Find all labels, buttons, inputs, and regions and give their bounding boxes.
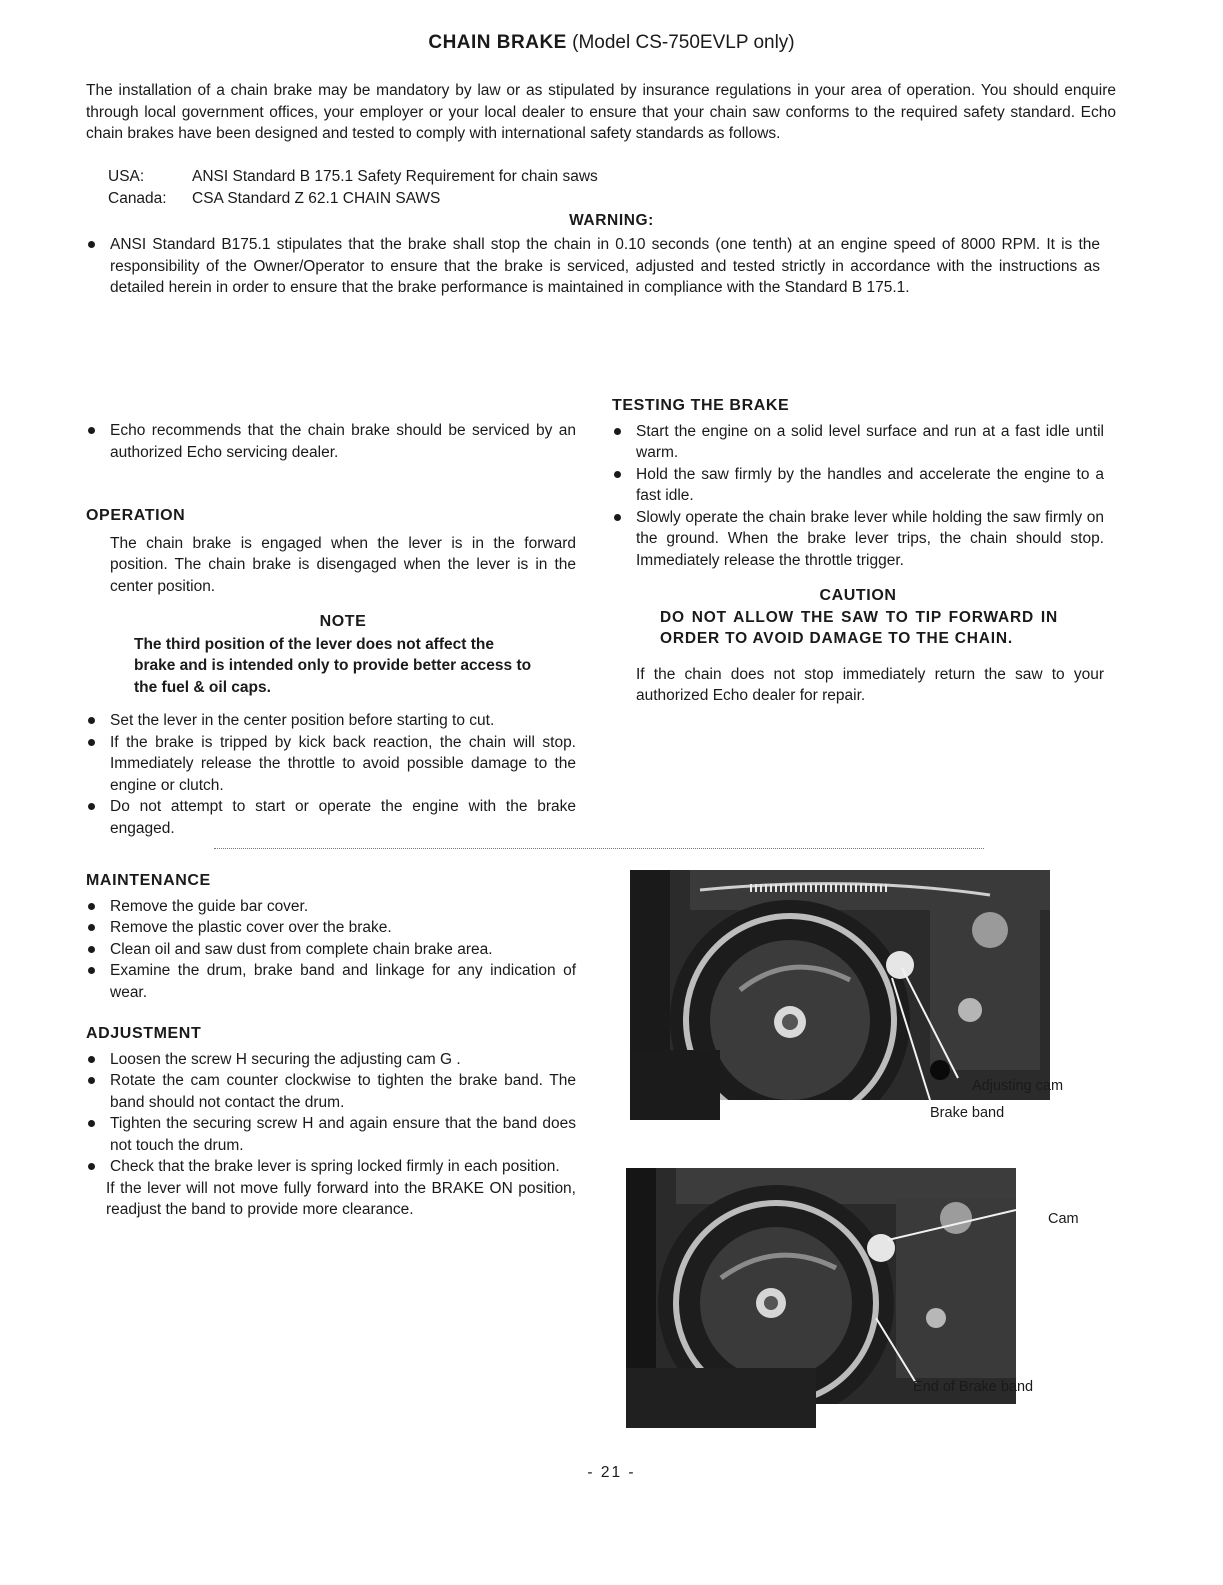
adjustment-bullets: [86, 1049, 576, 1178]
list-item: Slowly operate the chain brake lever while holding the saw firmly on the ground. When the brake lever trips, the chain should stop. Immediately release the throttle trigger.: [612, 507, 1104, 572]
adjustment-extra: If the lever will not move fully forward into the BRAKE ON position, readjust the band to provide more clearance.: [106, 1179, 576, 1218]
maintenance-bullets: [86, 896, 576, 1004]
label-brake-band: Brake band: [930, 1105, 1005, 1121]
maintenance-heading: MAINTENANCE: [86, 872, 211, 889]
warning-text: ANSI Standard B175.1 stipulates that the brake shall stop the chain in 0.10 seconds (one tenth) at an engine speed of 8000 RPM. It is the responsibility of the Owner/Operator to ensure that the brake is serviced, adjusted and tested strictly in accordance with the instructions as detailed herein in order to ensure that the brake performance is maintained in compliance with the Standard B 175.1.: [86, 234, 1100, 299]
standard-country: Canada:: [108, 190, 167, 207]
list-item: Remove the guide bar cover.: [86, 896, 576, 918]
standard-usa: [108, 166, 598, 188]
intro-paragraph: The installation of a chain brake may be mandatory by law or as stipulated by insurance regulations in your area of operation. You should enquire through local government offices, your employer or your local dealer to ensure that your chain saw conforms to the required safety standard. Echo chain brakes have been designed and tested to comply with international safety standards as follows.: [86, 82, 1116, 142]
title-main: CHAIN BRAKE: [428, 32, 567, 53]
adjustment-heading: ADJUSTMENT: [86, 1025, 202, 1042]
standard-country: USA:: [108, 168, 145, 185]
title-sub: (Model CS-750EVLP only): [572, 32, 795, 53]
testing-heading: TESTING THE BRAKE: [612, 397, 790, 414]
note-text: The third position of the lever does not affect the brake and is intended only to provide better access to the fuel & oil caps.: [134, 635, 532, 696]
list-item: Check that the brake lever is spring locked firmly in each position.: [86, 1156, 576, 1178]
note-heading: NOTE: [319, 613, 367, 630]
list-item: Loosen the screw H securing the adjusting cam G .: [86, 1049, 576, 1071]
testing-bullets: [612, 421, 1104, 572]
left-bullets: [86, 710, 576, 839]
list-item: Examine the drum, brake band and linkage for any indication of wear.: [86, 960, 576, 1003]
testing-section: [612, 395, 1104, 707]
list-item: Start the engine on a solid level surface and run at a fast idle until warm.: [612, 421, 1104, 464]
page-title: [0, 32, 1223, 54]
list-item: Hold the saw firmly by the handles and accelerate the engine to a fast idle.: [612, 464, 1104, 507]
repair-text: If the chain does not stop immediately return the saw to your authorized Echo dealer for repair.: [636, 665, 1104, 704]
label-adjusting-cam: Adjusting cam: [972, 1078, 1064, 1094]
list-item: Do not attempt to start or operate the engine with the brake engaged.: [86, 796, 576, 839]
standard-canada: [108, 188, 440, 210]
caution-text: DO NOT ALLOW THE SAW TO TIP FORWARD IN ORDER TO AVOID DAMAGE TO THE CHAIN.: [660, 608, 1058, 647]
list-item: If the brake is tripped by kick back reaction, the chain will stop. Immediately release the throttle to avoid possible damage to the engine or clutch.: [86, 732, 576, 797]
caution-heading: CAUTION: [819, 587, 897, 604]
warning-heading: WARNING:: [569, 212, 654, 229]
section-divider: [214, 848, 984, 849]
list-item: Tighten the securing screw H and again ensure that the band does not touch the drum.: [86, 1113, 576, 1156]
list-item: Rotate the cam counter clockwise to tighten the brake band. The band should not contact the drum.: [86, 1070, 576, 1113]
operation-text: The chain brake is engaged when the lever is in the forward position. The chain brake is disengaged when the lever is in the center position.: [110, 534, 576, 595]
standard-text: CSA Standard Z 62.1 CHAIN SAWS: [192, 190, 441, 207]
page-number: - 21 -: [587, 1464, 636, 1481]
label-cam: Cam: [1048, 1211, 1079, 1227]
list-item: Remove the plastic cover over the brake.: [86, 917, 576, 939]
label-end-of-brake-band: End of Brake band: [913, 1379, 1034, 1395]
left-column: [86, 420, 576, 839]
maintenance-section: [86, 870, 576, 1221]
standard-text: ANSI Standard B 175.1 Safety Requirement for chain saws: [192, 168, 598, 185]
list-item: Clean oil and saw dust from complete chain brake area.: [86, 939, 576, 961]
operation-heading: OPERATION: [86, 507, 186, 524]
recommend-bullet: Echo recommends that the chain brake should be serviced by an authorized Echo servicing dealer.: [86, 420, 576, 463]
list-item: Set the lever in the center position before starting to cut.: [86, 710, 576, 732]
